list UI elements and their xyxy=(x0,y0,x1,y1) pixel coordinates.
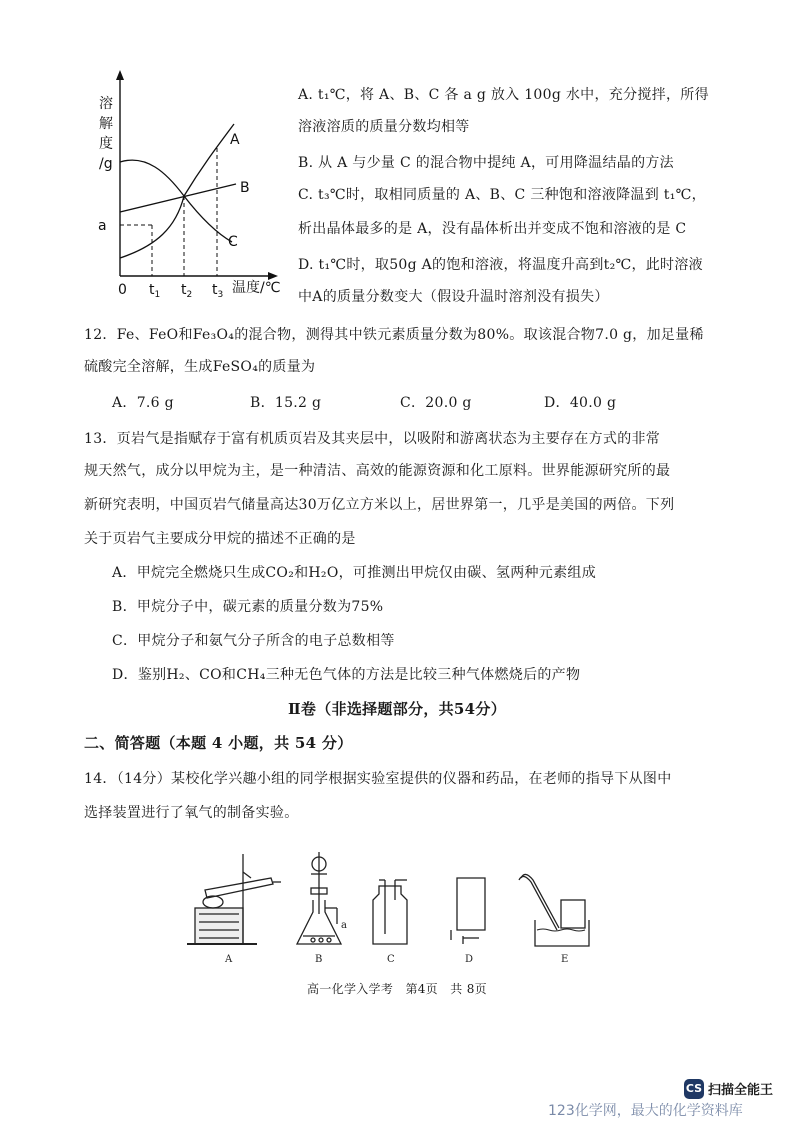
series-A-label: A xyxy=(230,132,240,148)
q12-stem-line2: 硫酸完全溶解，生成FeSO₄的质量为 xyxy=(84,359,316,375)
q13-stem-line4: 关于页岩气主要成分甲烷的描述不正确的是 xyxy=(84,531,356,547)
section-heading: 二、简答题（本题 4 小题，共 54 分） xyxy=(84,734,353,752)
q13-option-c: C．甲烷分子和氨气分子所含的电子总数相等 xyxy=(112,633,395,649)
apparatus-label-b: B xyxy=(315,954,323,965)
series-C-label: C xyxy=(228,234,238,250)
ylabel-char-2: 解 xyxy=(99,116,113,132)
q13-option-d: D．鉴别H₂、CO和CH₄三种无色气体的方法是比较三种气体燃烧后的产物 xyxy=(112,667,581,683)
ylabel-char-4: /g xyxy=(99,156,113,172)
ylabel-char-3: 度 xyxy=(99,136,113,152)
apparatus-b-drawing xyxy=(297,852,341,944)
apparatus-e-drawing xyxy=(519,874,589,946)
q13-stem-line1: 13．页岩气是指赋存于富有机质页岩及其夹层中，以吸附和游离状态为主要存在方式的非常 xyxy=(84,431,661,447)
q11-option-d-line1: D. t₁℃时，取50g A的饱和溶液，将温度升高到t₂℃，此时溶液 xyxy=(298,257,703,273)
xtick-t1: $t_1$ xyxy=(149,282,161,300)
q13-option-a: A．甲烷完全燃烧只生成CO₂和H₂O，可推测出甲烷仅由碳、氢两种元素组成 xyxy=(112,565,597,581)
page-footer: 高一化学入学考 第4页 共 8页 xyxy=(307,982,487,996)
apparatus-label-a: A xyxy=(225,954,233,965)
apparatus-b-a-label: a xyxy=(341,920,347,931)
q13-stem-line2: 规天然气，成分以甲烷为主，是一种清洁、高效的能源资源和化工原料。世界能源研究所的最 xyxy=(84,463,671,479)
apparatus-figure xyxy=(185,850,595,970)
ytick-a: a xyxy=(98,218,107,234)
q13-stem-line3: 新研究表明，中国页岩气储量高达30万亿立方米以上，居世界第一，几乎是美国的两倍。下列 xyxy=(84,497,675,513)
xtick-t3: $t_3$ xyxy=(212,282,224,300)
xlabel: 温度/℃ xyxy=(232,280,281,296)
apparatus-a-drawing xyxy=(187,854,281,944)
site-watermark: 123化学网，最大的化学资料库 xyxy=(548,1103,743,1119)
series-C-line xyxy=(120,160,232,242)
q12-option-c: C．20.0 g xyxy=(400,395,472,411)
q11-option-b: B. 从 A 与少量 C 的混合物中提纯 A，可用降温结晶的方法 xyxy=(298,155,674,171)
q13-option-b: B．甲烷分子中，碳元素的质量分数为75% xyxy=(112,599,384,615)
x-axis-arrow xyxy=(268,272,278,280)
section-title: Ⅱ卷（非选择题部分，共54分） xyxy=(287,700,507,718)
q12-option-b: B．15.2 g xyxy=(250,395,322,411)
series-B-label: B xyxy=(240,180,250,196)
xtick-t2: $t_2$ xyxy=(181,282,193,300)
camscanner-icon: CS xyxy=(684,1079,704,1099)
q14-stem-line2: 选择装置进行了氧气的制备实验。 xyxy=(84,805,299,821)
camscanner-label: 扫描全能王 xyxy=(708,1083,774,1098)
q12-option-a: A．7.6 g xyxy=(112,395,174,411)
ylabel-char-1: 溶 xyxy=(99,96,113,112)
q11-option-d-line2: 中A的质量分数变大（假设升温时溶剂没有损失） xyxy=(298,289,609,305)
q12-stem-line1: 12．Fe、FeO和Fe₃O₄的混合物，测得其中铁元素质量分数为80%。取该混合物7.0 g，加足量稀 xyxy=(84,327,704,343)
q12-option-d: D．40.0 g xyxy=(544,395,617,411)
apparatus-label-c: C xyxy=(387,954,395,965)
q14-stem-line1: 14．（14分）某校化学兴趣小组的同学根据实验室提供的仪器和药品，在老师的指导下从图中 xyxy=(84,771,672,787)
q11-option-c-line2: 析出晶体最多的是 A，没有晶体析出并变成不饱和溶液的是 C xyxy=(298,221,687,237)
y-axis-arrow xyxy=(116,70,124,80)
apparatus-label-e: E xyxy=(561,954,569,965)
q11-option-a-line1: A. t₁℃，将 A、B、C 各 a g 放入 100g 水中，充分搅拌，所得 xyxy=(298,87,709,103)
apparatus-d-drawing xyxy=(451,878,485,944)
xtick-0: 0 xyxy=(118,282,127,298)
q11-option-a-line2: 溶液溶质的质量分数均相等 xyxy=(298,119,470,135)
solubility-chart xyxy=(86,68,286,300)
apparatus-label-d: D xyxy=(465,954,474,965)
apparatus-c-drawing xyxy=(373,880,407,944)
camscanner-badge xyxy=(684,1078,773,1099)
q11-option-c-line1: C. t₃℃时，取相同质量的 A、B、C 三种饱和溶液降温到 t₁℃， xyxy=(298,187,706,203)
